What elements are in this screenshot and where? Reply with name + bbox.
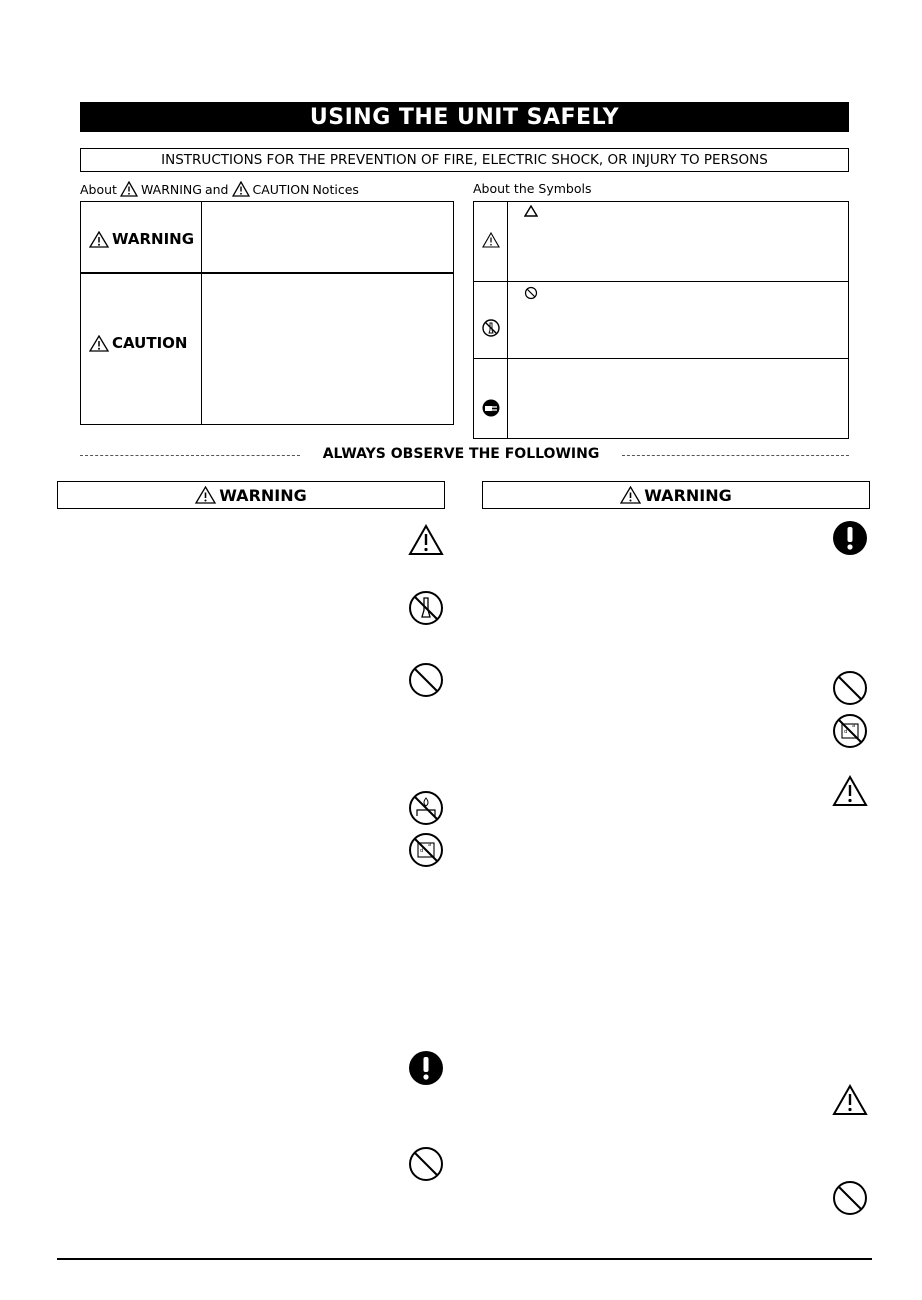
warning-triangle-icon: [89, 231, 109, 248]
triangle-alert-icon: [482, 232, 500, 248]
no-disassemble-icon: [408, 590, 444, 626]
caption-prefix: About: [80, 181, 117, 197]
svg-text:a: a: [852, 723, 856, 729]
symbols-table: [473, 201, 849, 439]
warning-triangle-icon: [620, 486, 641, 504]
svg-text:d: d: [420, 848, 424, 854]
mandatory-icon: [408, 1050, 444, 1086]
triangle-alert-icon: [408, 524, 444, 556]
table-divider: [81, 272, 453, 274]
triangle-alert-icon: [832, 1084, 868, 1116]
dashed-divider: [80, 455, 305, 456]
page-title: USING THE UNIT SAFELY: [80, 102, 849, 132]
small-triangle-icon: [524, 205, 538, 217]
observe-heading: ALWAYS OBSERVE THE FOLLOWING: [300, 446, 622, 462]
caption-caution: CAUTION: [252, 181, 310, 197]
caution-triangle-icon: [232, 181, 250, 197]
caution-triangle-icon: [89, 335, 109, 352]
prohibited-icon: [408, 1146, 444, 1182]
triangle-alert-icon: [832, 775, 868, 807]
instructions-subtitle: INSTRUCTIONS FOR THE PREVENTION OF FIRE, ELECTRIC SHOCK, OR INJURY TO PERSONS: [80, 148, 849, 172]
left-warning-header: [57, 481, 445, 509]
small-prohibited-icon: [524, 286, 538, 300]
right-header-text: WARNING: [644, 485, 732, 505]
no-liquid-icon: [408, 832, 444, 868]
warning-triangle-icon: [120, 181, 138, 197]
notices-table: [80, 201, 454, 425]
svg-text:d: d: [844, 729, 848, 735]
table-divider: [201, 202, 202, 424]
svg-text:a: a: [428, 842, 432, 848]
caution-notice-label: [89, 334, 187, 352]
prohibited-icon: [408, 662, 444, 698]
prohibited-icon: [832, 670, 868, 706]
symbols-caption: About the Symbols: [473, 181, 592, 196]
prohibited-icon: [832, 1180, 868, 1216]
warning-triangle-icon: [195, 486, 216, 504]
caption-suffix: Notices: [312, 181, 359, 197]
caption-warning: WARNING: [140, 181, 202, 197]
caption-and: and: [204, 181, 229, 197]
mandatory-icon: [832, 520, 868, 556]
caution-label-text: CAUTION: [112, 334, 188, 352]
prohibited-disassemble-icon: [481, 318, 501, 338]
table-divider: [474, 358, 848, 359]
table-divider: [507, 202, 508, 438]
no-water-icon: [408, 790, 444, 826]
dashed-divider: [612, 455, 849, 456]
warning-label-text: WARNING: [112, 230, 195, 248]
footer-rule: [57, 1258, 872, 1260]
right-warning-header: [482, 481, 870, 509]
warning-notice-label: [89, 230, 194, 248]
no-liquid-icon: [832, 713, 868, 749]
table-divider: [474, 281, 848, 282]
unplug-icon: [481, 398, 501, 418]
notices-caption: [80, 181, 359, 197]
left-header-text: WARNING: [219, 485, 307, 505]
